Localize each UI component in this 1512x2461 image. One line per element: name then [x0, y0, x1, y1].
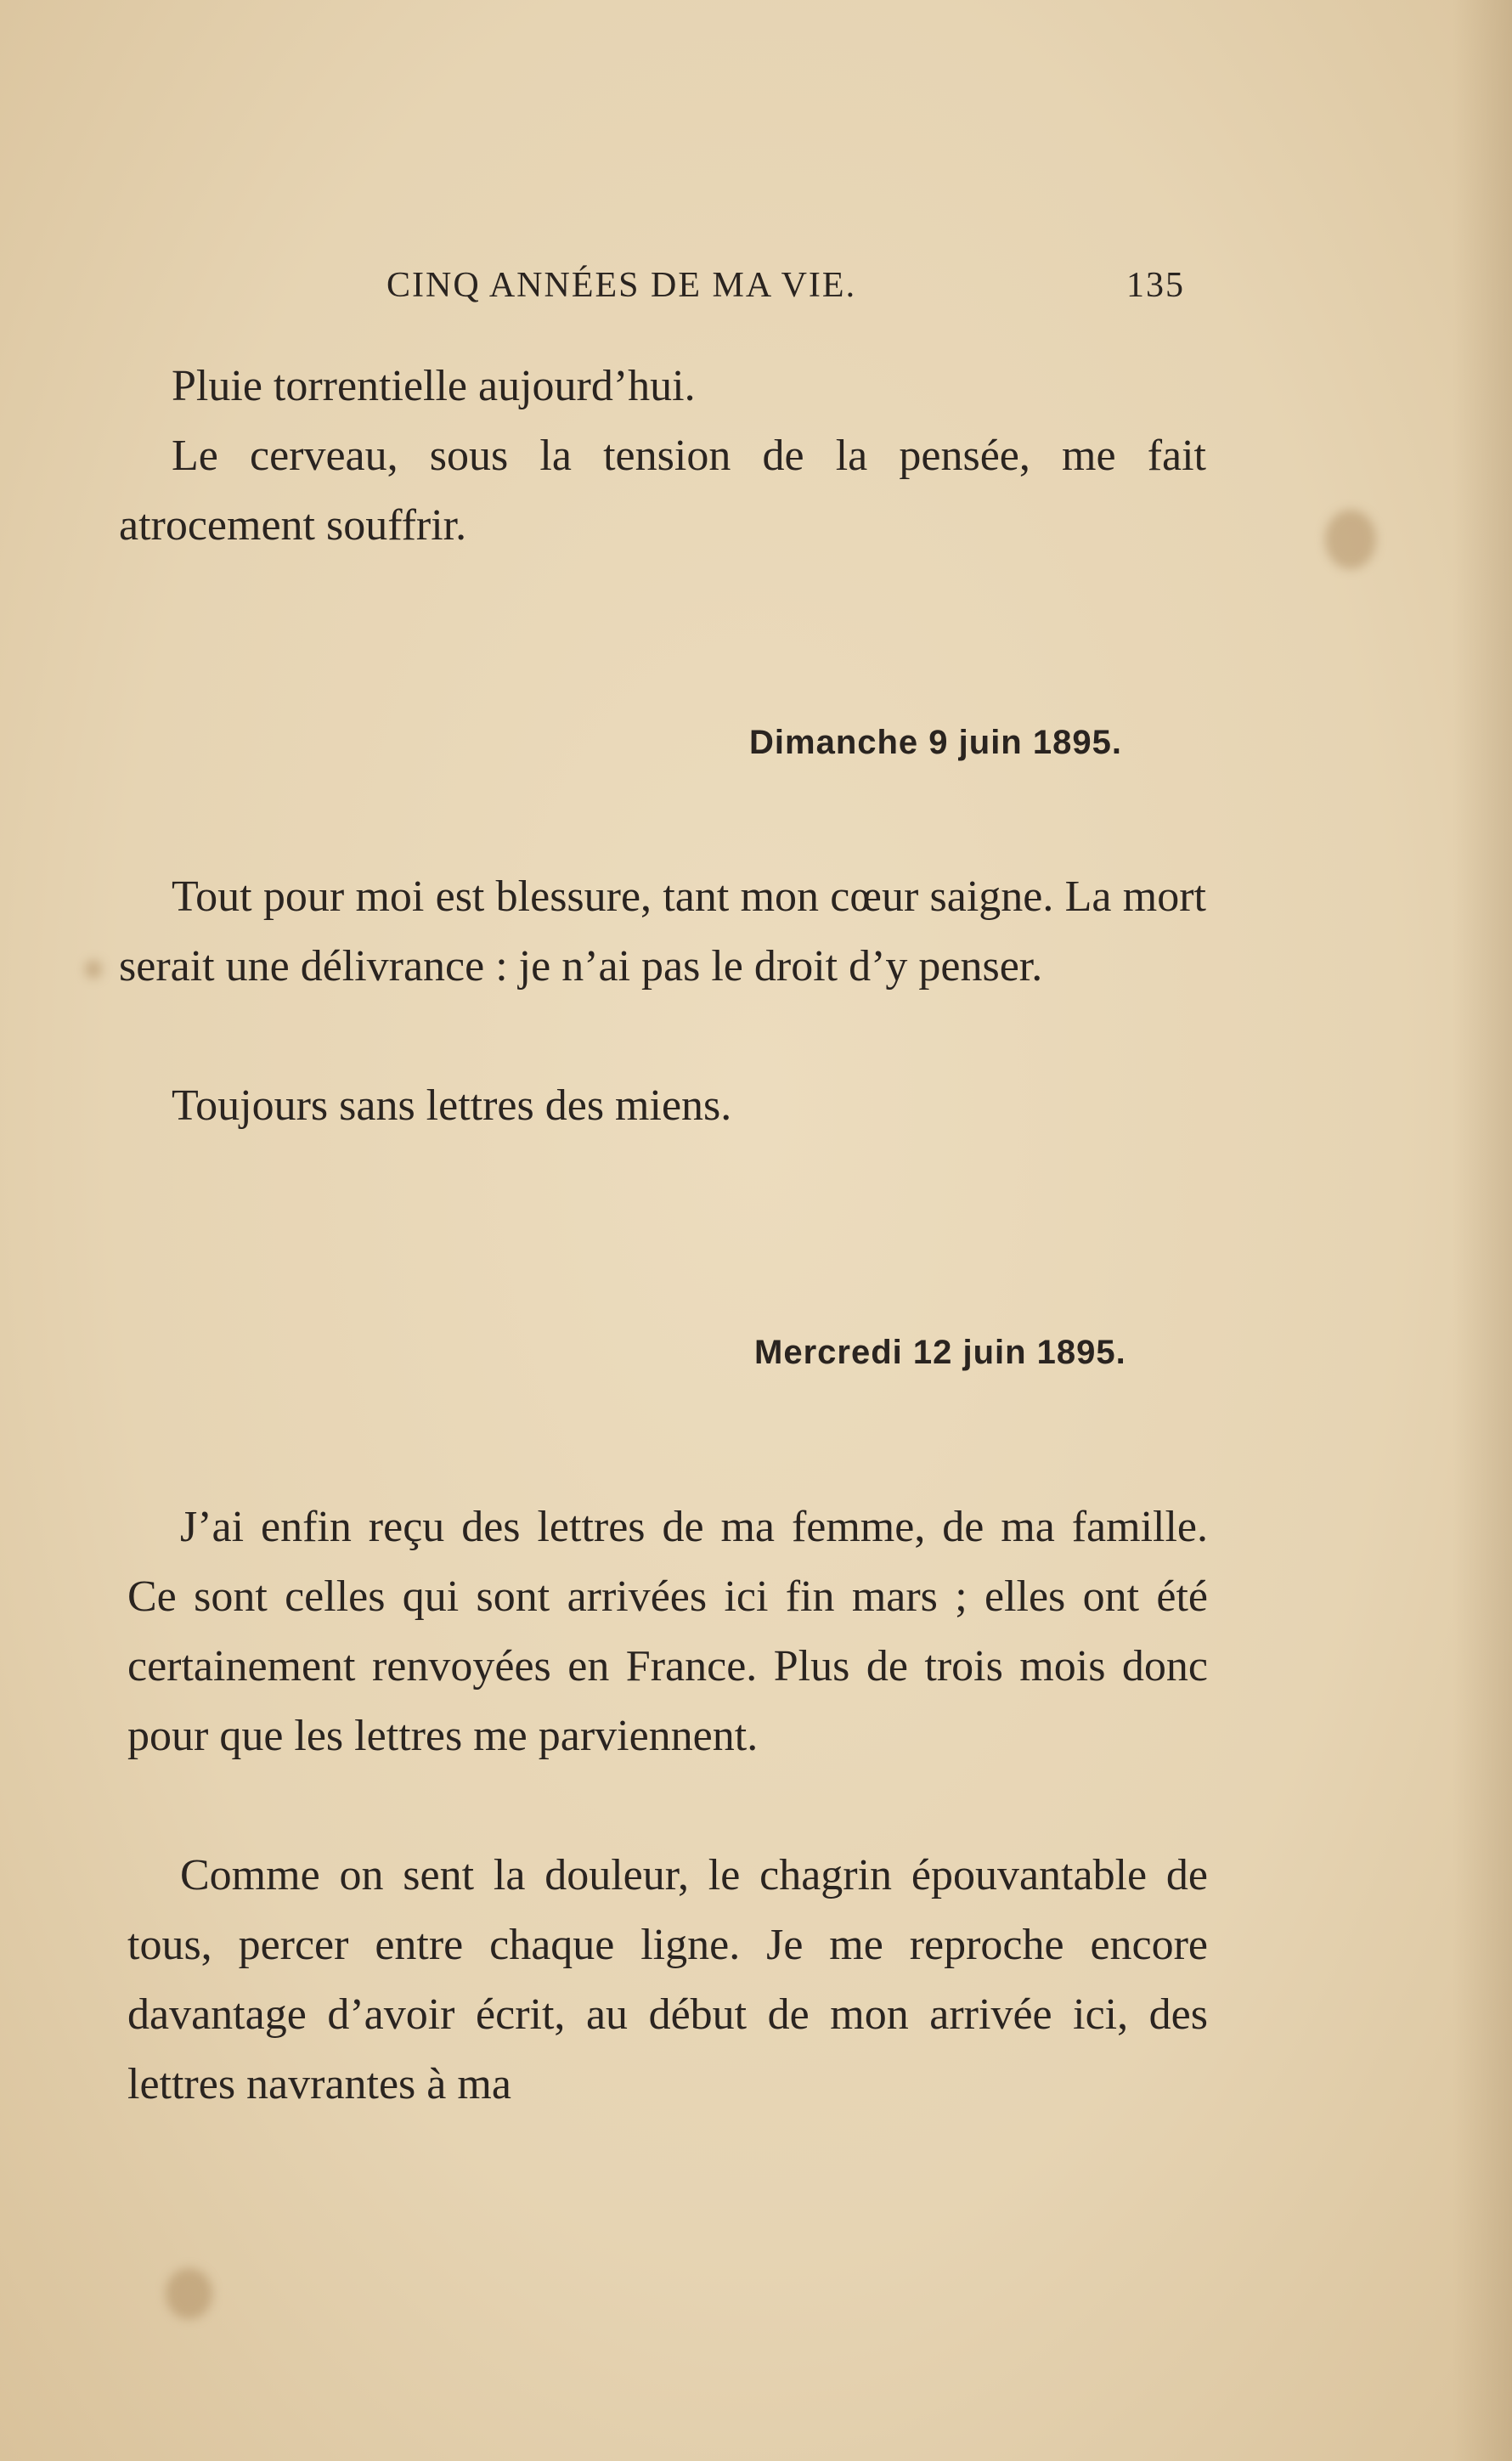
- entry-date: Dimanche 9 juin 1895.: [749, 724, 1122, 761]
- paragraph: Comme on sent la douleur, le chagrin épouvantable de tous, percer entre chaque ligne. Je me reproche encore davantage d’avoir écrit, au début de mon arrivée ici, des lettres navrantes à ma: [127, 1851, 1208, 2108]
- running-title: CINQ ANNÉES DE MA VIE.: [386, 266, 857, 305]
- running-head: [386, 265, 1185, 316]
- paragraph: J’ai enfin reçu des lettres de ma femme, de ma famille. Ce sont celles qui sont arrivées ici fin mars ; elles ont été certainement renvoyées en France. Plus de trois mois donc pour que les lettres me parviennent.: [127, 1503, 1208, 1760]
- paper-stain: [166, 2268, 212, 2319]
- paragraph: Pluie torrentielle aujourd’hui.: [172, 362, 696, 410]
- page-number: 135: [1126, 266, 1185, 305]
- paragraph: Le cerveau, sous la tension de la pensée, me fait atrocement souffrir.: [119, 432, 1206, 550]
- page-edge-shadow: [1453, 0, 1512, 2461]
- paper-stain: [1325, 510, 1376, 569]
- paper-stain: [85, 960, 102, 979]
- paragraph: Tout pour moi est blessure, tant mon cœur saigne. La mort serait une délivrance : je n’ai pas le droit d’y penser.: [119, 872, 1206, 991]
- paragraph: Toujours sans lettres des miens.: [172, 1081, 732, 1130]
- entry-date: Mercredi 12 juin 1895.: [754, 1334, 1126, 1371]
